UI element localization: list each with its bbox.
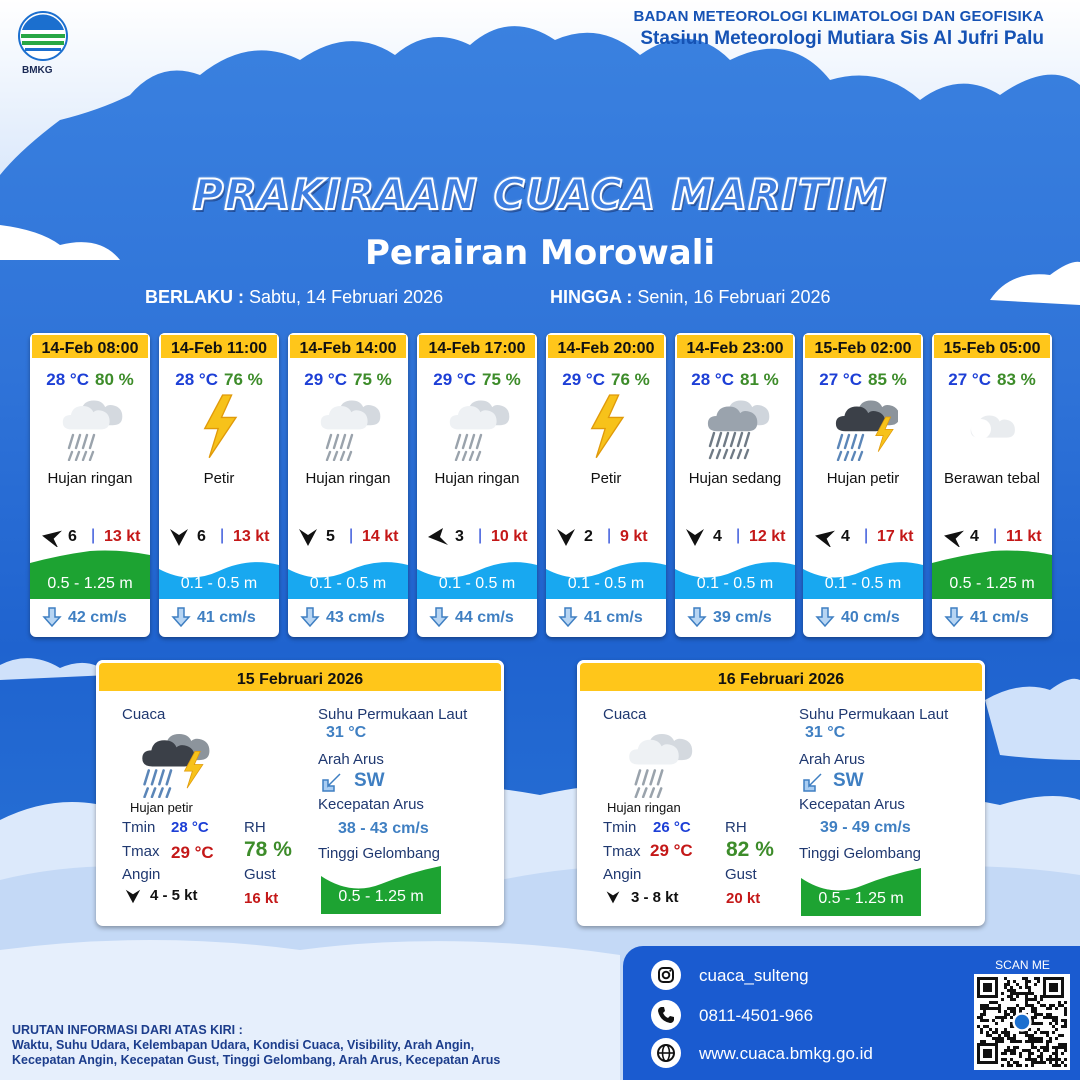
wind-value: 3 - 8 kt <box>631 889 679 906</box>
instagram-handle: cuaca_sulteng <box>699 966 809 985</box>
weather-label: Cuaca <box>603 706 647 723</box>
air-temperature: 29 °C <box>304 370 347 389</box>
wind-speed: 4 <box>841 528 850 545</box>
wave-badge <box>801 868 921 916</box>
weather-condition: Hujan sedang <box>688 470 782 487</box>
daily-date: 15 Februari 2026 <box>96 660 504 694</box>
wave-value: 0.1 - 0.5 m <box>180 575 258 592</box>
tmax-value: 29 °C <box>650 841 693 860</box>
logo-text: BMKG <box>22 65 53 76</box>
lightning-icon <box>184 393 254 461</box>
forecast-card <box>288 333 408 637</box>
weather-condition: Berawan tebal <box>944 470 1040 487</box>
gust-speed: 17 kt <box>877 528 914 545</box>
tmin-value: 28 °C <box>171 819 209 836</box>
wind-speed: 4 <box>713 528 722 545</box>
forecast-card <box>417 333 537 637</box>
phone-icon <box>651 1000 681 1030</box>
wind-value: 4 - 5 kt <box>150 887 198 904</box>
wave-height <box>159 545 279 599</box>
wave-height <box>288 545 408 599</box>
humidity: 85 % <box>867 370 907 389</box>
current-speed-value: 39 - 49 cm/s <box>820 819 911 836</box>
air-temperature: 28 °C <box>691 370 734 389</box>
divider: | <box>220 527 225 544</box>
forecast-time: 14-Feb 08:00 <box>30 333 150 360</box>
forecast-card <box>803 333 923 637</box>
weather-condition: Hujan ringan <box>305 470 391 487</box>
forecast-time: 14-Feb 14:00 <box>288 333 408 360</box>
air-temperature: 27 °C <box>948 370 991 389</box>
current-direction-icon <box>944 607 964 627</box>
valid-to <box>550 287 830 308</box>
wind-direction-icon <box>40 527 60 547</box>
wave-height <box>546 545 666 599</box>
current-info <box>675 603 795 633</box>
gust-label: Gust <box>725 866 757 883</box>
light-rain-icon <box>442 393 512 461</box>
valid-from <box>145 287 443 308</box>
current-info <box>417 603 537 633</box>
scan-me-label: SCAN ME <box>995 958 1050 972</box>
valid-from-label: BERLAKU : <box>145 287 244 307</box>
footer-note-line2: Kecepatan Angin, Kecepatan Gust, Tinggi Gelombang, Arah Arus, Kecepatan Arus <box>12 1053 501 1067</box>
current-speed-label: Kecepatan Arus <box>799 796 905 813</box>
forecast-time: 15-Feb 02:00 <box>803 333 923 360</box>
forecast-temps <box>932 370 1052 390</box>
divider: | <box>91 527 96 544</box>
gust-speed: 11 kt <box>1006 528 1042 545</box>
current-info <box>159 603 279 633</box>
rh-value: 82 % <box>726 838 774 861</box>
forecast-time: 14-Feb 20:00 <box>546 333 666 360</box>
current-direction-icon <box>815 607 835 627</box>
current-info <box>30 603 150 633</box>
valid-to-date: Senin, 16 Februari 2026 <box>637 287 831 307</box>
forecast-card <box>932 333 1052 637</box>
light-rain-icon <box>617 726 695 798</box>
divider: | <box>993 527 998 544</box>
gust-label: Gust <box>244 866 276 883</box>
gust-value: 16 kt <box>244 890 279 907</box>
wave-value: 0.5 - 1.25 m <box>949 575 1035 592</box>
divider: | <box>349 527 354 544</box>
current-direction-icon <box>429 607 449 627</box>
forecast-time: 15-Feb 05:00 <box>932 333 1052 360</box>
air-temperature: 29 °C <box>562 370 605 389</box>
humidity: 80 % <box>94 370 134 389</box>
gust-speed: 13 kt <box>233 528 270 545</box>
gust-speed: 10 kt <box>491 528 528 545</box>
footer-note <box>12 1023 500 1068</box>
thunderstorm-icon <box>130 726 212 798</box>
wind-direction-icon <box>813 527 833 547</box>
current-speed-label: Kecepatan Arus <box>318 796 424 813</box>
current-speed: 40 cm/s <box>841 609 900 626</box>
wave-value: 0.1 - 0.5 m <box>567 575 645 592</box>
daily-date: 16 Februari 2026 <box>577 660 985 694</box>
air-temperature: 29 °C <box>433 370 476 389</box>
current-info <box>288 603 408 633</box>
wave-height <box>417 545 537 599</box>
current-speed-value: 38 - 43 cm/s <box>338 820 429 837</box>
forecast-temps <box>546 370 666 390</box>
tmax-label: Tmax <box>603 843 641 860</box>
wave-height <box>30 545 150 599</box>
humidity: 75 % <box>352 370 392 389</box>
current-direction-icon <box>687 607 707 627</box>
current-dir-value: SW <box>354 770 385 791</box>
wind-direction-icon <box>942 527 962 547</box>
tmin-value: 26 °C <box>653 819 691 836</box>
current-speed: 39 cm/s <box>713 609 772 626</box>
wind-label: Angin <box>603 866 642 883</box>
wave-value: 0.1 - 0.5 m <box>696 575 774 592</box>
bmkg-logo <box>14 8 72 78</box>
wind-direction-icon <box>298 527 318 547</box>
sst-label: Suhu Permukaan Laut <box>799 706 949 723</box>
air-temperature: 27 °C <box>819 370 862 389</box>
gust-speed: 13 kt <box>104 528 141 545</box>
wind-direction-icon <box>556 527 576 547</box>
current-direction-icon <box>300 607 320 627</box>
tmin-label: Tmin <box>603 819 637 836</box>
current-direction-icon <box>320 770 344 794</box>
gust-value: 20 kt <box>726 890 761 907</box>
forecast-time: 14-Feb 11:00 <box>159 333 279 360</box>
page-title: PRAKIRAAN CUACA MARITIM <box>192 170 888 219</box>
current-speed: 41 cm/s <box>970 609 1029 626</box>
current-direction-icon <box>42 607 62 627</box>
current-direction-icon <box>558 607 578 627</box>
air-temperature: 28 °C <box>175 370 218 389</box>
humidity: 83 % <box>996 370 1036 389</box>
org-name: BADAN METEOROLOGI KLIMATOLOGI DAN GEOFISIKA <box>633 8 1044 25</box>
overcast-icon <box>957 393 1027 461</box>
weather-condition: Hujan ringan <box>434 470 520 487</box>
current-info <box>932 603 1052 633</box>
weather-label: Cuaca <box>122 706 166 723</box>
header <box>633 8 1044 50</box>
moderate-rain-icon <box>700 393 770 461</box>
forecast-temps <box>288 370 408 390</box>
rh-label: RH <box>244 819 266 836</box>
wave-value: 0.5 - 1.25 m <box>47 575 133 592</box>
tmin-label: Tmin <box>122 819 156 836</box>
wind-direction-icon <box>605 889 623 907</box>
website-url: www.cuaca.bmkg.go.id <box>699 1044 873 1063</box>
wave-height <box>803 545 923 599</box>
wind-speed: 3 <box>455 528 464 545</box>
current-direction-icon <box>171 607 191 627</box>
divider: | <box>478 527 483 544</box>
wind-speed: 6 <box>197 528 206 545</box>
lightning-icon <box>571 393 641 461</box>
wind-label: Angin <box>122 866 161 883</box>
weather-condition: Petir <box>203 470 235 487</box>
forecast-card <box>675 333 795 637</box>
current-direction-icon <box>801 770 825 794</box>
wave-label: Tinggi Gelombang <box>318 845 441 862</box>
sst-value: 31 °C <box>326 724 367 741</box>
wind-direction-icon <box>124 887 142 905</box>
wave-value: 0.1 - 0.5 m <box>438 575 516 592</box>
footer-note-heading: URUTAN INFORMASI DARI ATAS KIRI : <box>12 1023 243 1037</box>
current-speed: 43 cm/s <box>326 609 385 626</box>
wave-value: 0.1 - 0.5 m <box>824 575 902 592</box>
forecast-card <box>159 333 279 637</box>
current-speed: 41 cm/s <box>197 609 256 626</box>
wind-speed: 4 <box>970 528 979 545</box>
sst-label: Suhu Permukaan Laut <box>318 706 468 723</box>
thunderstorm-icon <box>828 393 898 461</box>
forecast-temps <box>417 370 537 390</box>
weather-condition: Hujan petir <box>826 470 900 487</box>
humidity: 81 % <box>739 370 779 389</box>
forecast-temps <box>803 370 923 390</box>
current-dir-label: Arah Arus <box>318 751 384 768</box>
weather-condition: Hujan ringan <box>47 470 133 487</box>
forecast-time: 14-Feb 17:00 <box>417 333 537 360</box>
gust-speed: 12 kt <box>749 528 786 545</box>
forecast-temps <box>30 370 150 390</box>
current-info <box>546 603 666 633</box>
tmax-label: Tmax <box>122 843 160 860</box>
divider: | <box>736 527 741 544</box>
globe-icon <box>651 1038 681 1068</box>
current-dir-value: SW <box>833 770 864 791</box>
divider: | <box>607 527 612 544</box>
gust-speed: 9 kt <box>620 528 648 545</box>
humidity: 76 % <box>610 370 650 389</box>
daily-condition: Hujan ringan <box>607 800 681 815</box>
page-subtitle: Perairan Morowali <box>364 233 716 273</box>
forecast-time: 14-Feb 23:00 <box>675 333 795 360</box>
sst-value: 31 °C <box>805 724 846 741</box>
current-speed: 41 cm/s <box>584 609 643 626</box>
divider: | <box>864 527 869 544</box>
phone-number: 0811-4501-966 <box>699 1006 814 1025</box>
humidity: 76 % <box>223 370 263 389</box>
qr-code[interactable] <box>974 974 1070 1070</box>
wave-value: 0.5 - 1.25 m <box>818 890 904 907</box>
wave-height <box>675 545 795 599</box>
gust-speed: 14 kt <box>362 528 399 545</box>
daily-condition: Hujan petir <box>130 800 193 815</box>
footer-note-line1: Waktu, Suhu Udara, Kelembapan Udara, Kondisi Cuaca, Visibility, Arah Angin, <box>12 1038 475 1052</box>
current-info <box>803 603 923 633</box>
instagram-icon <box>651 960 681 990</box>
valid-to-label: HINGGA : <box>550 287 633 307</box>
valid-from-date: Sabtu, 14 Februari 2026 <box>249 287 444 307</box>
station-name: Stasiun Meteorologi Mutiara Sis Al Jufri Palu <box>640 28 1044 49</box>
current-speed: 42 cm/s <box>68 609 127 626</box>
wind-direction-icon <box>427 527 447 547</box>
current-dir-label: Arah Arus <box>799 751 865 768</box>
wave-label: Tinggi Gelombang <box>799 845 922 862</box>
tmax-value: 29 °C <box>171 843 214 862</box>
current-speed: 44 cm/s <box>455 609 514 626</box>
qr-pattern <box>977 977 1067 1067</box>
rh-value: 78 % <box>244 838 292 861</box>
wave-value: 0.1 - 0.5 m <box>309 575 387 592</box>
wind-speed: 5 <box>326 528 335 545</box>
humidity: 75 % <box>481 370 521 389</box>
wind-speed: 2 <box>584 528 593 545</box>
wave-badge <box>321 866 441 914</box>
rh-label: RH <box>725 819 747 836</box>
forecast-temps <box>675 370 795 390</box>
air-temperature: 28 °C <box>46 370 89 389</box>
wave-height <box>932 545 1052 599</box>
forecast-temps <box>159 370 279 390</box>
weather-condition: Petir <box>590 470 622 487</box>
daily-box-2 <box>577 660 985 926</box>
wind-speed: 6 <box>68 528 77 545</box>
light-rain-icon <box>313 393 383 461</box>
forecast-card <box>546 333 666 637</box>
forecast-card <box>30 333 150 637</box>
light-rain-icon <box>55 393 125 461</box>
wave-value: 0.5 - 1.25 m <box>338 888 424 905</box>
wind-direction-icon <box>169 527 189 547</box>
daily-box-1 <box>96 660 504 926</box>
wind-direction-icon <box>685 527 705 547</box>
